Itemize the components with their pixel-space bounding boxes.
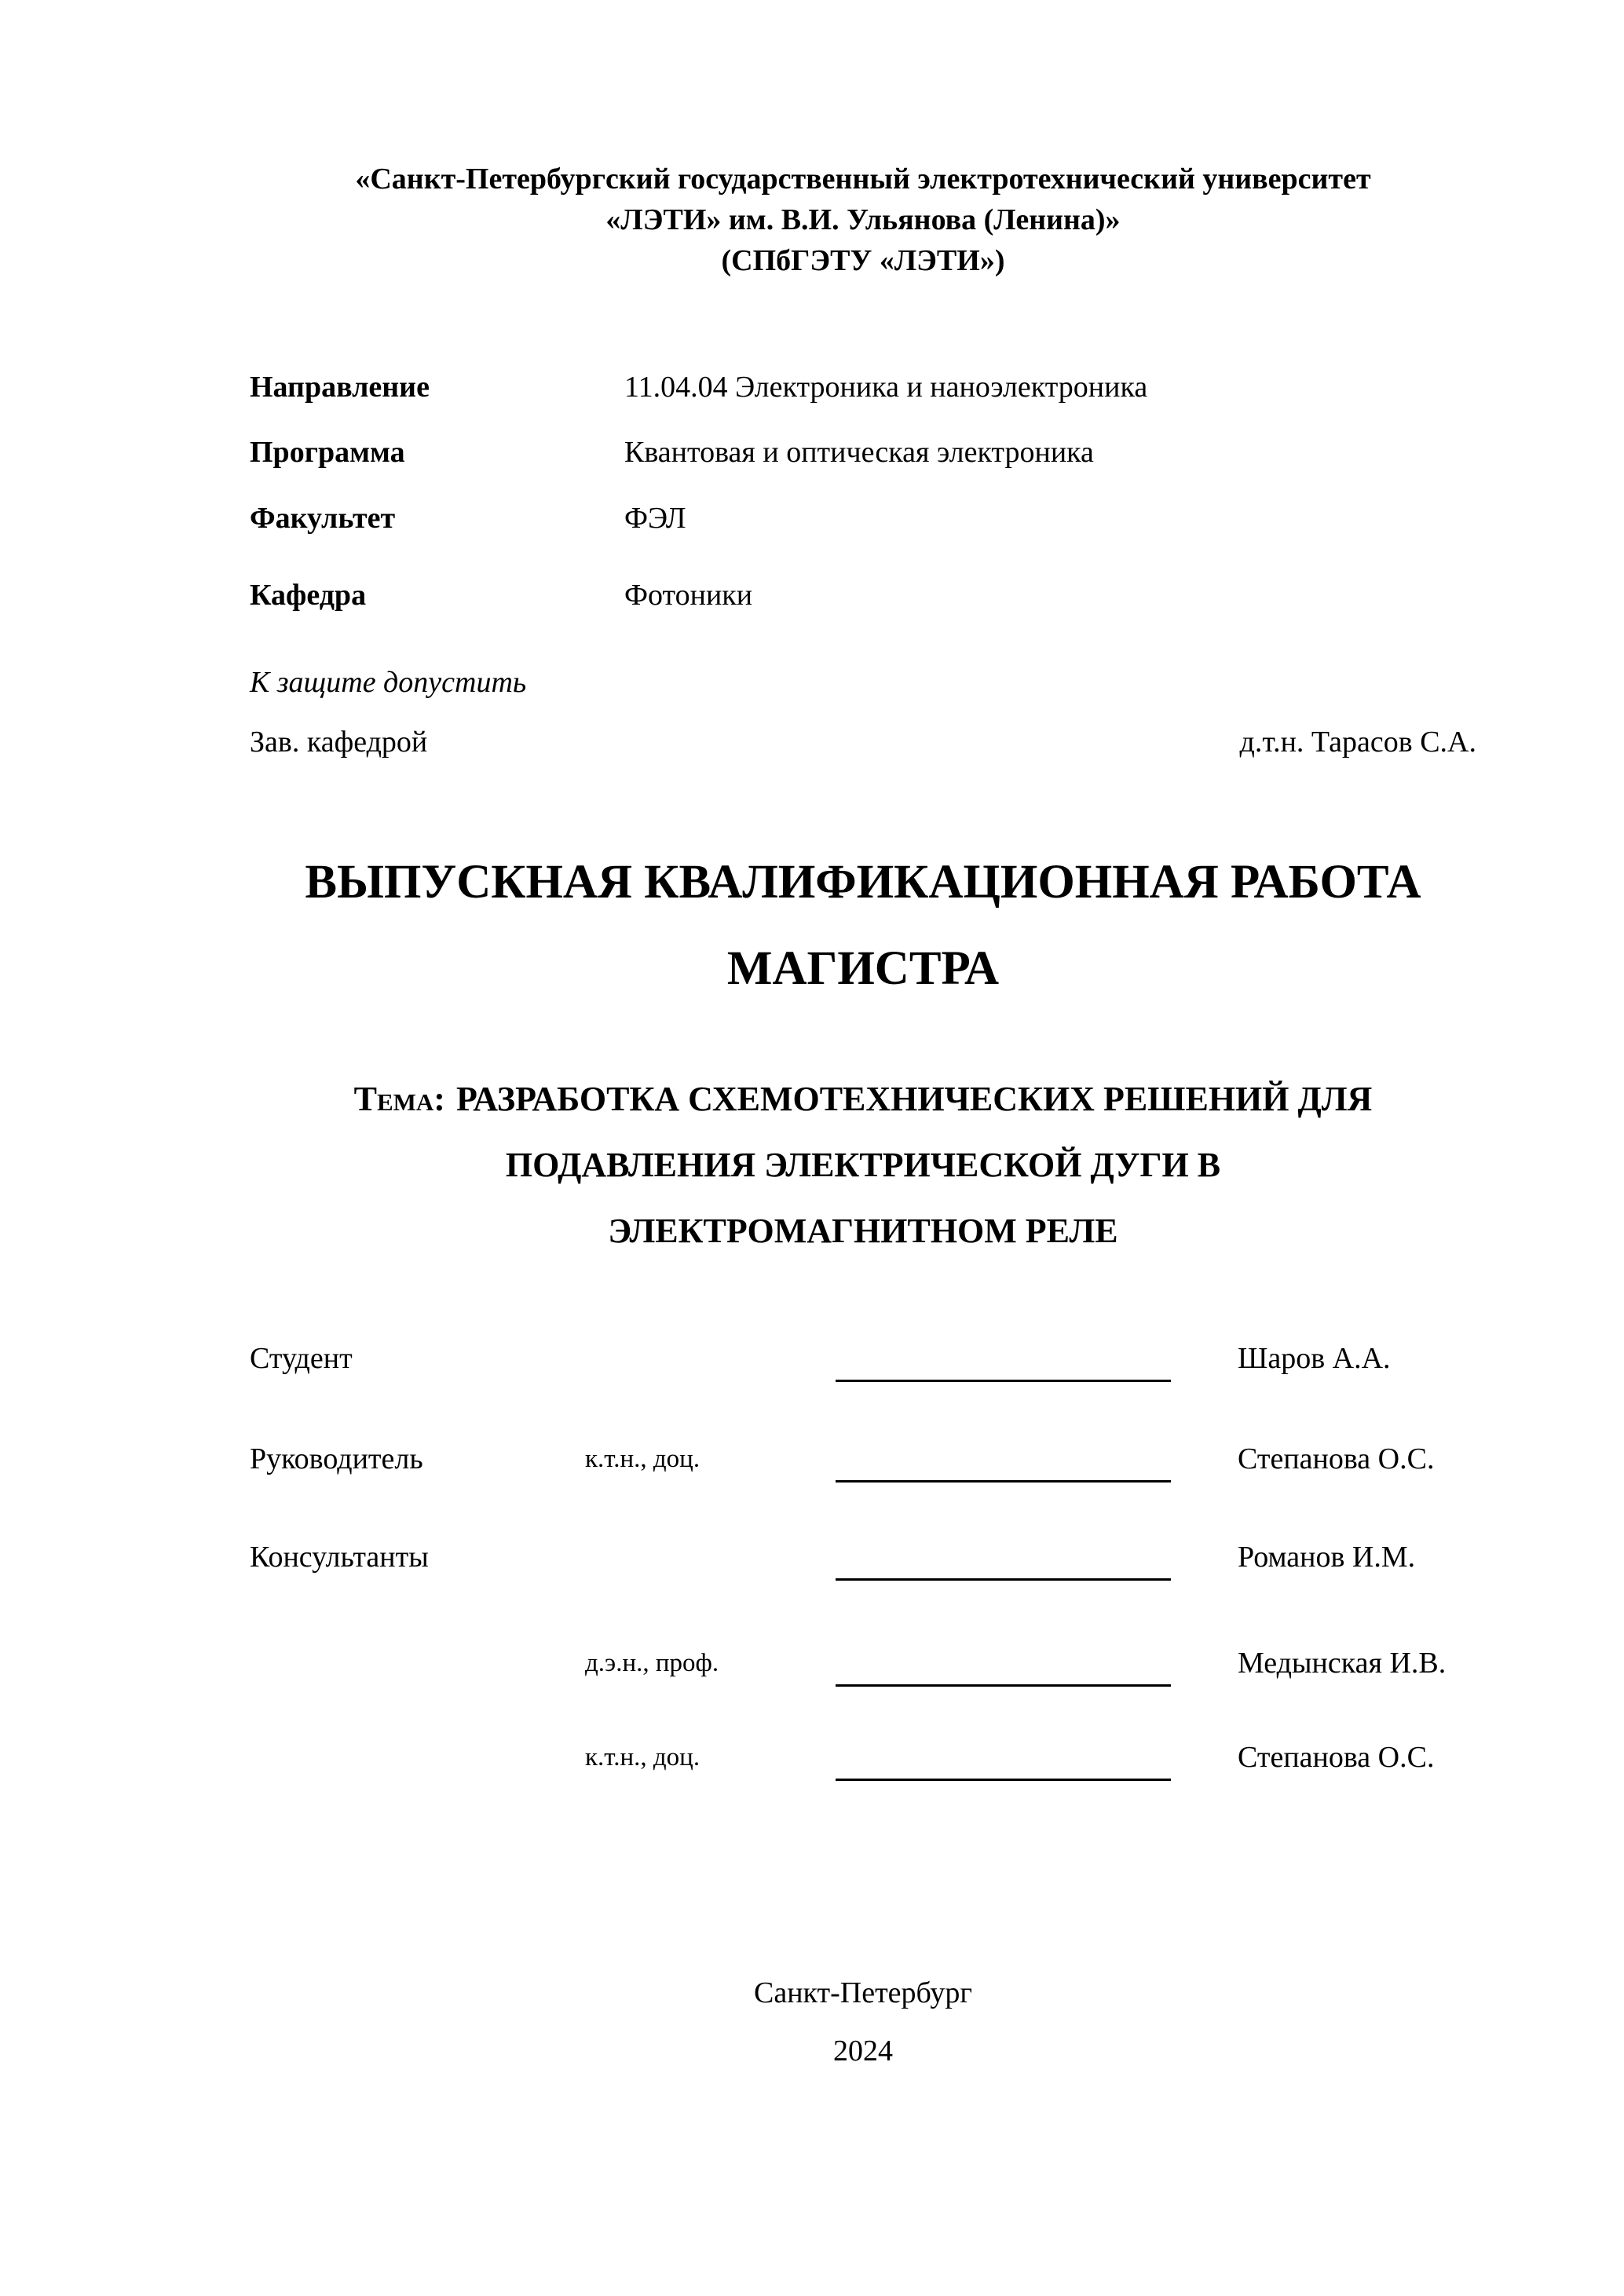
field-row-faculty [250, 501, 1476, 539]
signature-line [836, 1380, 1171, 1382]
work-title [250, 839, 1476, 1012]
signature-role: Руководитель [250, 1442, 423, 1475]
department-head-row [250, 725, 1476, 762]
signature-row-consultant-2 [250, 1646, 1476, 1693]
field-value-program: Квантовая и оптическая электроника [624, 436, 1094, 469]
topic-line-1-text: РАЗРАБОТКА СХЕМОТЕХНИЧЕСКИХ РЕШЕНИЙ ДЛЯ [455, 1080, 1373, 1118]
signature-name: Медынская И.В. [1238, 1647, 1447, 1680]
signature-role: Студент [250, 1342, 353, 1375]
field-label-program: Программа [250, 436, 405, 469]
footer-year: 2024 [833, 2035, 893, 2067]
field-value-department: Фотоники [624, 579, 753, 612]
university-name-line-2: «ЛЭТИ» им. В.И. Ульянова (Ленина)» [605, 203, 1121, 236]
signature-row-consultant-1 [250, 1540, 1476, 1587]
field-value-direction: 11.04.04 Электроника и наноэлектроника [624, 371, 1148, 404]
signature-name: Романов И.М. [1238, 1541, 1416, 1574]
signature-line [836, 1684, 1171, 1687]
signature-name: Шаров А.А. [1238, 1342, 1391, 1375]
footer-city: Санкт-Петербург [753, 1976, 973, 2009]
admission-note: К защите допустить [250, 666, 527, 699]
signature-role: Консультанты [250, 1541, 429, 1574]
field-value-faculty: ФЭЛ [624, 502, 686, 535]
topic-line-2: ПОДАВЛЕНИЯ ЭЛЕКТРИЧЕСКОЙ ДУГИ В [505, 1146, 1221, 1184]
field-label-department: Кафедра [250, 579, 367, 612]
topic-line-1 [250, 1066, 1476, 1132]
department-head-label: Зав. кафедрой [250, 726, 428, 759]
signature-line [836, 1779, 1171, 1781]
signature-line [836, 1480, 1171, 1483]
topic-prefix: Тема: [353, 1080, 445, 1118]
signature-degree: д.э.н., проф. [585, 1649, 719, 1677]
field-row-program [250, 435, 1476, 473]
field-row-direction [250, 370, 1476, 408]
signature-row-student [250, 1341, 1476, 1388]
topic-line-3: ЭЛЕКТРОМАГНИТНОМ РЕЛЕ [608, 1212, 1118, 1250]
signature-degree: к.т.н., доц. [585, 1743, 700, 1771]
department-head-name: д.т.н. Тарасов С.А. [1239, 726, 1476, 759]
signature-name: Степанова О.С. [1238, 1442, 1435, 1475]
topic-heading [250, 1066, 1476, 1264]
university-header [250, 159, 1476, 281]
university-name-line-3: (СПбГЭТУ «ЛЭТИ») [721, 244, 1005, 277]
signature-row-supervisor [250, 1442, 1476, 1489]
signature-row-consultant-3 [250, 1740, 1476, 1787]
signature-line [836, 1578, 1171, 1581]
footer [250, 1964, 1476, 2080]
field-label-direction: Направление [250, 371, 430, 404]
field-row-department [250, 578, 1476, 616]
work-title-line-2: МАГИСТРА [726, 942, 1000, 995]
signature-name: Степанова О.С. [1238, 1741, 1435, 1774]
university-name-line-1: «Санкт-Петербургский государственный электротехнический университет [355, 163, 1371, 196]
field-label-faculty: Факультет [250, 502, 396, 535]
work-title-line-1: ВЫПУСКНАЯ КВАЛИФИКАЦИОННАЯ РАБОТА [305, 856, 1421, 909]
signature-degree: к.т.н., доц. [585, 1445, 700, 1473]
